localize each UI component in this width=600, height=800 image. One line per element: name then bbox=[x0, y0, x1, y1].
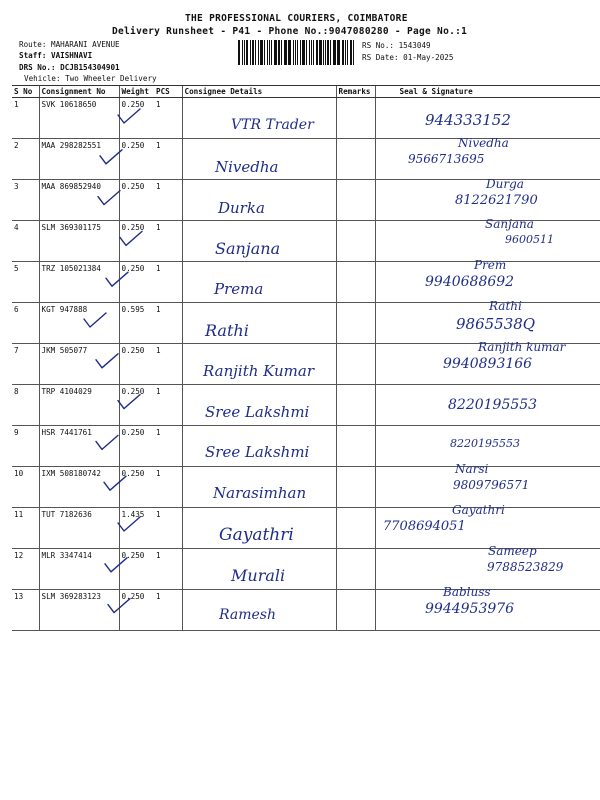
cell-pcs: 1 bbox=[154, 344, 182, 385]
barcode-bar bbox=[338, 40, 340, 65]
cell-pcs: 1 bbox=[154, 426, 182, 467]
cell-remarks bbox=[336, 139, 375, 180]
col-consignment: Consignment No bbox=[39, 86, 119, 98]
table-row bbox=[12, 139, 600, 180]
consignee-handwritten-name: Ramesh bbox=[219, 606, 276, 623]
barcode-bar bbox=[285, 40, 287, 65]
table-header-row bbox=[12, 86, 600, 98]
signature-name: Durga bbox=[486, 176, 524, 191]
cell-remarks bbox=[336, 180, 375, 221]
col-pcs: PCS bbox=[154, 86, 182, 98]
consignee-handwritten-name: Sree Lakshmi bbox=[205, 402, 310, 421]
barcode-bar bbox=[288, 40, 291, 65]
signature-phone: 9600511 bbox=[505, 233, 554, 247]
signature-name: Ranjith kumar bbox=[478, 339, 566, 354]
cell-remarks bbox=[336, 344, 375, 385]
cell-pcs: 1 bbox=[154, 590, 182, 631]
cell-weight: 0.250 bbox=[119, 344, 154, 385]
cell-pcs: 1 bbox=[154, 508, 182, 549]
cell-sno: 9 bbox=[12, 426, 39, 467]
barcode-bar bbox=[319, 40, 322, 65]
cell-pcs: 1 bbox=[154, 262, 182, 303]
cell-sno: 6 bbox=[12, 303, 39, 344]
signature-name: Nivedha bbox=[458, 135, 509, 150]
cell-weight: 1.435 bbox=[119, 508, 154, 549]
barcode-bar bbox=[300, 40, 301, 65]
cell-consignment: SLM 369301175 bbox=[39, 221, 119, 262]
barcode-bar bbox=[274, 40, 277, 65]
drs-value: DCJB154304901 bbox=[60, 63, 120, 72]
barcode-bar bbox=[250, 40, 251, 65]
cell-sno: 11 bbox=[12, 508, 39, 549]
barcode-bar bbox=[260, 40, 263, 65]
vehicle-value: Two Wheeler Delivery bbox=[65, 74, 157, 83]
cell-weight: 0.250 bbox=[119, 180, 154, 221]
signature-phone: 9788523829 bbox=[487, 559, 564, 574]
cell-weight: 0.250 bbox=[119, 221, 154, 262]
consignee-handwritten-name: Prema bbox=[214, 280, 264, 299]
barcode-bar bbox=[316, 40, 318, 65]
signature-phone: 9940893166 bbox=[443, 355, 533, 372]
cell-remarks bbox=[336, 221, 375, 262]
rs-date-line bbox=[362, 53, 453, 62]
cell-sno: 3 bbox=[12, 180, 39, 221]
barcode-bar bbox=[350, 40, 353, 65]
cell-consignment: MLR 3347414 bbox=[39, 549, 119, 590]
barcode-bar bbox=[337, 40, 338, 65]
signature-phone: 8220195553 bbox=[450, 437, 520, 451]
col-weight: Weight bbox=[119, 86, 154, 98]
cell-pcs: 1 bbox=[154, 303, 182, 344]
rs-no-value: 1543049 bbox=[398, 41, 431, 50]
cell-weight: 0.250 bbox=[119, 98, 154, 139]
cell-consignment: MAA 869852940 bbox=[39, 180, 119, 221]
signature-name: Sanjana bbox=[485, 217, 534, 232]
cell-consignment: MAA 298282551 bbox=[39, 139, 119, 180]
staff-label: Staff: bbox=[19, 51, 47, 60]
barcode-bar bbox=[323, 40, 324, 65]
col-sno: S No bbox=[12, 86, 39, 98]
signature-phone: 9940688692 bbox=[425, 274, 515, 291]
cell-consignment: TRZ 105021384 bbox=[39, 262, 119, 303]
barcode-bar bbox=[302, 40, 305, 65]
consignee-handwritten-name: Ranjith Kumar bbox=[203, 361, 315, 380]
signature-name: Rathi bbox=[489, 299, 522, 313]
barcode-bar bbox=[246, 40, 249, 65]
staff-value: VAISHNAVI bbox=[51, 51, 93, 60]
route-value: MAHARANI AVENUE bbox=[51, 40, 120, 49]
cell-sno: 10 bbox=[12, 467, 39, 508]
staff-line bbox=[19, 51, 92, 60]
barcode-bar bbox=[347, 40, 348, 65]
cell-consignment: HSR 7441761 bbox=[39, 426, 119, 467]
runsheet-subtitle: Delivery Runsheet - P41 - Phone No.:9047080280 - Page No.:1 bbox=[112, 26, 468, 37]
barcode-bar bbox=[252, 40, 254, 65]
cell-remarks bbox=[336, 262, 375, 303]
cell-consignment: SLM 369283123 bbox=[39, 590, 119, 631]
rs-date-label: RS Date: bbox=[362, 53, 399, 62]
cell-pcs: 1 bbox=[154, 549, 182, 590]
signature-phone: 9566713695 bbox=[408, 151, 485, 166]
barcode-bar bbox=[271, 40, 272, 65]
route-label: Route: bbox=[19, 40, 47, 49]
barcode-bar bbox=[297, 40, 298, 65]
barcode-bar bbox=[293, 40, 294, 65]
barcode-bar bbox=[258, 40, 259, 65]
cell-remarks bbox=[336, 467, 375, 508]
barcode-bar bbox=[325, 40, 326, 65]
col-remarks: Remarks bbox=[336, 86, 375, 98]
cell-weight: 0.250 bbox=[119, 549, 154, 590]
signature-phone: 8220195553 bbox=[448, 396, 538, 413]
barcode-bar bbox=[244, 40, 245, 65]
cell-consignment: SVK 10618650 bbox=[39, 98, 119, 139]
signature-phone: 9865538Q bbox=[456, 315, 536, 333]
consignee-handwritten-name: Murali bbox=[231, 565, 286, 585]
cell-weight: 0.250 bbox=[119, 262, 154, 303]
barcode-bar bbox=[327, 40, 329, 65]
signature-phone: 8122621790 bbox=[455, 192, 538, 208]
barcode-bar bbox=[255, 40, 257, 65]
cell-consignment: TRP 4104029 bbox=[39, 385, 119, 426]
cell-remarks bbox=[336, 98, 375, 139]
cell-sno: 4 bbox=[12, 221, 39, 262]
cell-weight: 0.250 bbox=[119, 426, 154, 467]
cell-weight: 0.250 bbox=[119, 590, 154, 631]
cell-remarks bbox=[336, 303, 375, 344]
cell-sno: 13 bbox=[12, 590, 39, 631]
rs-date-value: 01-May-2025 bbox=[403, 53, 454, 62]
consignee-handwritten-name: Gayathri bbox=[219, 525, 294, 545]
consignee-handwritten-name: Durka bbox=[218, 198, 265, 217]
consignee-handwritten-name: VTR Trader bbox=[231, 117, 314, 133]
consignee-handwritten-name: Nivedha bbox=[215, 157, 279, 176]
signature-name: Gayathri bbox=[452, 503, 505, 517]
route-line bbox=[19, 40, 120, 49]
runsheet-title: THE PROFESSIONAL COURIERS, COIMBATORE bbox=[185, 13, 408, 24]
rs-no-label: RS No.: bbox=[362, 41, 395, 50]
cell-consignment: TUT 7182636 bbox=[39, 508, 119, 549]
signature-name: Prem bbox=[474, 258, 507, 273]
cell-consignment: JKM 505077 bbox=[39, 344, 119, 385]
barcode-bar bbox=[342, 40, 344, 65]
barcode-bar bbox=[284, 40, 285, 65]
signature-name: Narsi bbox=[455, 462, 489, 477]
drs-line bbox=[19, 63, 120, 72]
signature-name: Sameep bbox=[488, 543, 537, 558]
signature-phone: 9944953976 bbox=[425, 600, 515, 617]
barcode-bar bbox=[311, 40, 312, 65]
barcode-bar bbox=[313, 40, 314, 65]
consignee-handwritten-name: Narasimhan bbox=[213, 484, 307, 503]
cell-sno: 5 bbox=[12, 262, 39, 303]
signature-phone: 944333152 bbox=[425, 111, 511, 129]
barcode-bar bbox=[295, 40, 297, 65]
consignee-handwritten-name: Rathi bbox=[205, 321, 249, 340]
table-row bbox=[12, 508, 600, 549]
cell-weight: 0.250 bbox=[119, 467, 154, 508]
cell-weight: 0.250 bbox=[119, 139, 154, 180]
cell-consignment: KGT 947888 bbox=[39, 303, 119, 344]
cell-pcs: 1 bbox=[154, 139, 182, 180]
barcode-bar bbox=[353, 40, 354, 65]
cell-remarks bbox=[336, 385, 375, 426]
barcode-bar bbox=[306, 40, 307, 65]
barcode-bar bbox=[264, 40, 265, 65]
barcode-bar bbox=[281, 40, 282, 65]
vehicle-label: Vehicle: bbox=[24, 74, 61, 83]
barcode-bar bbox=[330, 40, 331, 65]
cell-pcs: 1 bbox=[154, 467, 182, 508]
drs-label: DRS No.: bbox=[19, 63, 56, 72]
cell-remarks bbox=[336, 549, 375, 590]
col-consignee: Consignee Details bbox=[182, 86, 336, 98]
cell-weight: 0.250 bbox=[119, 385, 154, 426]
barcode-bar bbox=[345, 40, 346, 65]
vehicle-line bbox=[24, 74, 157, 83]
cell-remarks bbox=[336, 426, 375, 467]
cell-pcs: 1 bbox=[154, 180, 182, 221]
cell-pcs: 1 bbox=[154, 221, 182, 262]
cell-sno: 2 bbox=[12, 139, 39, 180]
cell-sno: 7 bbox=[12, 344, 39, 385]
cell-pcs: 1 bbox=[154, 385, 182, 426]
cell-sno: 12 bbox=[12, 549, 39, 590]
consignee-handwritten-name: Sanjana bbox=[215, 239, 281, 259]
barcode-bar bbox=[278, 40, 280, 65]
barcode-bar bbox=[269, 40, 271, 65]
cell-weight: 0.595 bbox=[119, 303, 154, 344]
signature-name: Babluss bbox=[443, 584, 491, 599]
consignee-handwritten-name: Sree Lakshmi bbox=[205, 443, 310, 462]
cell-sno: 8 bbox=[12, 385, 39, 426]
cell-sno: 1 bbox=[12, 98, 39, 139]
barcode bbox=[238, 40, 355, 65]
rs-no-line bbox=[362, 41, 431, 50]
cell-consignment: IXM 508180742 bbox=[39, 467, 119, 508]
signature-phone: 9809796571 bbox=[453, 478, 530, 493]
cell-pcs: 1 bbox=[154, 98, 182, 139]
barcode-bar bbox=[267, 40, 268, 65]
signature-phone: 7708694051 bbox=[383, 519, 466, 534]
cell-remarks bbox=[336, 508, 375, 549]
barcode-bar bbox=[333, 40, 336, 65]
barcode-bar bbox=[242, 40, 243, 65]
col-signature: Seal & Signature bbox=[375, 86, 600, 98]
cell-remarks bbox=[336, 590, 375, 631]
barcode-bar bbox=[309, 40, 311, 65]
barcode-bar bbox=[238, 40, 240, 65]
